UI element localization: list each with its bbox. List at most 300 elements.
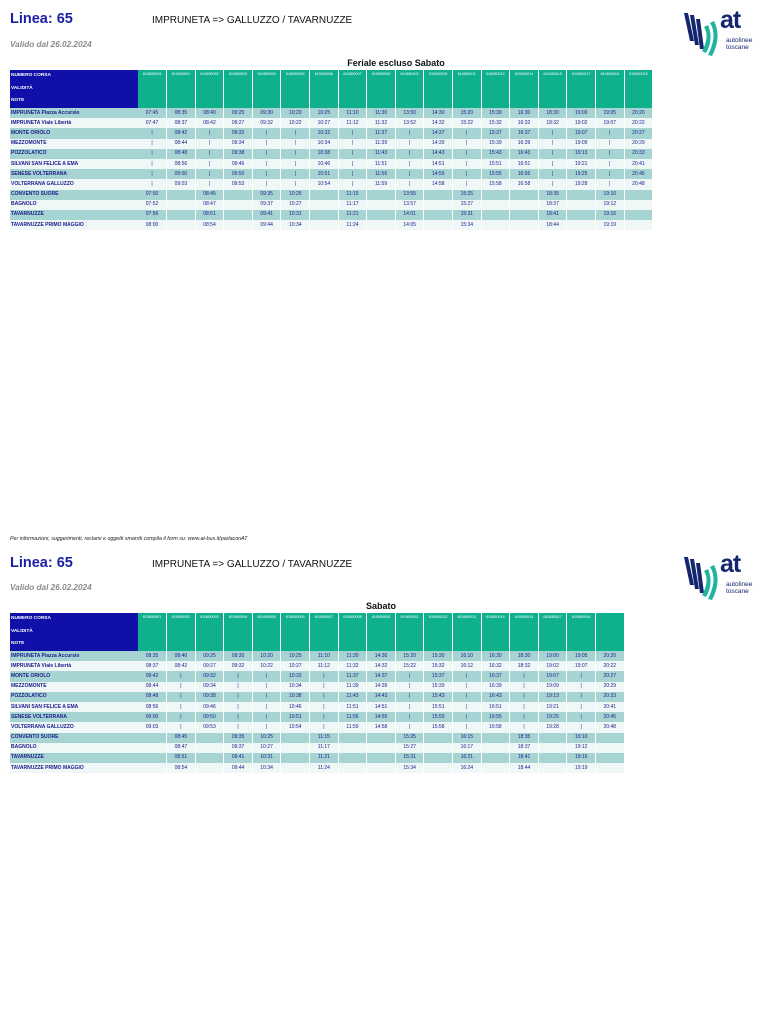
departure-time <box>624 200 653 210</box>
header-label: NOTE <box>10 638 138 651</box>
stop-name: VOLTERRANA GALLUZZO <box>10 722 138 732</box>
departure-time: 15:51 <box>481 159 510 169</box>
departure-time: 19:13 <box>538 692 567 702</box>
header-label: NUMERO CORSA <box>10 613 138 626</box>
departure-time: | <box>395 149 424 159</box>
departure-time <box>596 743 625 753</box>
departure-time: | <box>395 139 424 149</box>
departure-time: 09:53 <box>224 179 253 189</box>
departure-time: 16:43 <box>510 149 539 159</box>
departure-time: 11:15 <box>310 733 339 743</box>
table-row <box>10 661 624 671</box>
departure-time: 15:58 <box>424 722 453 732</box>
departure-time: | <box>252 682 281 692</box>
table-row <box>10 763 624 773</box>
departure-time: 07:50 <box>138 190 167 200</box>
departure-time: | <box>453 712 482 722</box>
departure-time: 15:32 <box>424 661 453 671</box>
departure-time <box>481 743 510 753</box>
departure-time: 10:22 <box>252 661 281 671</box>
departure-time: 10:34 <box>310 139 339 149</box>
footer-info: Per informazioni, suggerimenti, reclami e oggetti smarriti compila il form su: www.at-bus.it/parlaconAT <box>10 536 248 542</box>
departure-time: | <box>338 159 367 169</box>
departure-time: 19:10 <box>567 733 596 743</box>
corsa-number: 610650018 <box>596 70 625 108</box>
departure-time <box>310 190 339 200</box>
departure-time <box>538 753 567 763</box>
departure-time: 18:32 <box>510 661 539 671</box>
departure-time: | <box>338 179 367 189</box>
departure-time: 11:59 <box>367 179 396 189</box>
departure-time: | <box>281 149 310 159</box>
departure-time <box>424 753 453 763</box>
departure-time: 11:39 <box>367 139 396 149</box>
departure-time: | <box>567 702 596 712</box>
departure-time: 11:37 <box>338 671 367 681</box>
stop-name: MONTE ORIOLO <box>10 671 138 681</box>
stop-name: TAVARNUZZE <box>10 753 138 763</box>
timetable-section-sabato <box>0 544 768 1024</box>
departure-time <box>310 210 339 220</box>
departure-time: 19:07 <box>596 118 625 128</box>
departure-time: 09:38 <box>195 692 224 702</box>
departure-time: 14:55 <box>424 169 453 179</box>
departure-time: 11:30 <box>367 108 396 118</box>
departure-time: 19:12 <box>596 200 625 210</box>
departure-time: 15:20 <box>453 108 482 118</box>
departure-time: | <box>453 682 482 692</box>
departure-time: 10:54 <box>310 179 339 189</box>
departure-time: 15:31 <box>395 753 424 763</box>
logo-sub1: autolinee <box>726 37 753 44</box>
departure-time: 20:20 <box>596 651 625 661</box>
departure-time: 10:51 <box>310 169 339 179</box>
departure-time <box>481 220 510 230</box>
departure-time: | <box>252 712 281 722</box>
departure-time <box>510 200 539 210</box>
stop-name: BAGNOLO <box>10 743 138 753</box>
stop-name: SENESE VOLTERRANA <box>10 169 138 179</box>
logo-brand: at <box>720 550 741 578</box>
departure-time: | <box>395 702 424 712</box>
departure-time: 19:28 <box>538 722 567 732</box>
table-row <box>10 651 624 661</box>
valid-from: Valido dal 26.02.2024 <box>10 40 92 49</box>
corsa-number: 610650006 <box>310 70 339 108</box>
departure-time: | <box>195 128 224 138</box>
departure-time: 18:41 <box>538 210 567 220</box>
departure-time: 15:37 <box>481 128 510 138</box>
departure-time: 19:02 <box>538 661 567 671</box>
departure-time: | <box>538 149 567 159</box>
header-label: VALIDITÀ <box>10 83 138 95</box>
corsa-number <box>596 613 625 651</box>
corsa-number: 610650003 <box>224 70 253 108</box>
departure-time: | <box>167 702 196 712</box>
departure-time: 19:05 <box>596 108 625 118</box>
departure-time <box>510 190 539 200</box>
departure-time: | <box>453 169 482 179</box>
table-row <box>10 179 653 189</box>
departure-time: 08:51 <box>167 753 196 763</box>
departure-time: | <box>310 692 339 702</box>
corsa-number: 610650014 <box>510 70 539 108</box>
departure-time <box>195 763 224 773</box>
departure-time: 15:43 <box>481 149 510 159</box>
departure-time: 14:55 <box>367 712 396 722</box>
departure-time: | <box>453 179 482 189</box>
departure-time: 19:21 <box>538 702 567 712</box>
departure-time: 09:41 <box>224 753 253 763</box>
departure-time: 15:31 <box>453 210 482 220</box>
corsa-number: 610650011 <box>453 70 482 108</box>
departure-time <box>281 753 310 763</box>
departure-time: 19:07 <box>567 128 596 138</box>
corsa-number: 610650016 <box>624 70 653 108</box>
departure-time <box>424 210 453 220</box>
departure-time: 15:34 <box>453 220 482 230</box>
departure-time: 10:51 <box>281 712 310 722</box>
departure-time: 20:29 <box>624 139 653 149</box>
departure-time: 10:20 <box>281 108 310 118</box>
departure-time: 19:28 <box>567 179 596 189</box>
departure-time: | <box>252 179 281 189</box>
departure-time: 18:44 <box>510 763 539 773</box>
departure-time: 10:31 <box>281 210 310 220</box>
departure-time: 20:48 <box>596 722 625 732</box>
table-row <box>10 702 624 712</box>
at-logo-icon <box>680 555 720 601</box>
departure-time <box>338 733 367 743</box>
departure-time: 14:43 <box>424 149 453 159</box>
departure-time: 10:38 <box>310 149 339 159</box>
departure-time: 08:00 <box>138 220 167 230</box>
table-row <box>10 149 653 159</box>
departure-time <box>338 763 367 773</box>
departure-time: 09:32 <box>252 118 281 128</box>
corsa-number: 610650039 <box>138 70 167 108</box>
departure-time: 11:30 <box>338 651 367 661</box>
departure-time: | <box>338 128 367 138</box>
stop-name: POZZOLATICO <box>10 692 138 702</box>
departure-time: | <box>538 128 567 138</box>
departure-time: 16:39 <box>510 139 539 149</box>
table-row <box>10 159 653 169</box>
logo-sub2: toscane <box>726 588 749 595</box>
departure-time: 08:42 <box>138 671 167 681</box>
departure-time <box>224 220 253 230</box>
departure-time: 09:37 <box>252 200 281 210</box>
departure-time: | <box>567 682 596 692</box>
table-row <box>10 753 624 763</box>
departure-time: 15:20 <box>395 651 424 661</box>
departure-time <box>138 743 167 753</box>
departure-time: | <box>167 692 196 702</box>
departure-time <box>138 733 167 743</box>
departure-time: 09:38 <box>224 149 253 159</box>
departure-time: 20:22 <box>596 661 625 671</box>
departure-time: 09:50 <box>195 712 224 722</box>
departure-time: 19:00 <box>538 651 567 661</box>
stop-name: POZZOLATICO <box>10 149 138 159</box>
departure-time: 19:13 <box>567 149 596 159</box>
departure-time: | <box>138 128 167 138</box>
departure-time <box>424 743 453 753</box>
departure-time: | <box>453 149 482 159</box>
table-title: Feriale escluso Sabato <box>347 58 445 68</box>
table-row <box>10 692 624 702</box>
departure-time: 15:37 <box>424 671 453 681</box>
departure-time: 18:37 <box>510 743 539 753</box>
corsa-number: 610650001 <box>138 613 167 651</box>
departure-time <box>424 733 453 743</box>
departure-time: 11:56 <box>338 712 367 722</box>
corsa-number: 610650002 <box>167 613 196 651</box>
departure-time: | <box>195 169 224 179</box>
stop-name: CONVENTO SUORE <box>10 733 138 743</box>
departure-time: 16:55 <box>510 169 539 179</box>
departure-time: 14:37 <box>424 128 453 138</box>
departure-time: 11:12 <box>338 118 367 128</box>
departure-time: 16:24 <box>453 763 482 773</box>
departure-time: 07:56 <box>138 210 167 220</box>
logo-brand: at <box>720 6 741 34</box>
departure-time: 10:25 <box>281 190 310 200</box>
departure-time: 19:19 <box>567 763 596 773</box>
departure-time: 09:53 <box>195 722 224 732</box>
stop-name: TAVARNUZZE <box>10 210 138 220</box>
departure-time: 11:37 <box>367 128 396 138</box>
corsa-number: 610650005 <box>252 613 281 651</box>
stop-name: IMPRUNETA Piazza Accursio <box>10 108 138 118</box>
departure-time: 08:37 <box>167 118 196 128</box>
departure-time: | <box>252 671 281 681</box>
departure-time: 09:32 <box>195 671 224 681</box>
departure-time: | <box>195 159 224 169</box>
departure-time: 18:30 <box>538 108 567 118</box>
departure-time: 18:32 <box>538 118 567 128</box>
departure-time: 09:00 <box>167 169 196 179</box>
corsa-number: 610650011 <box>395 613 424 651</box>
departure-time: 10:46 <box>281 702 310 712</box>
departure-time: 15:51 <box>424 702 453 712</box>
departure-time: 08:47 <box>195 200 224 210</box>
departure-time <box>224 200 253 210</box>
stop-name: IMPRUNETA Viale Libertà <box>10 661 138 671</box>
departure-time: 19:07 <box>567 661 596 671</box>
stop-name: MONTE ORIOLO <box>10 128 138 138</box>
departure-time: | <box>252 722 281 732</box>
departure-time <box>281 743 310 753</box>
departure-time <box>224 210 253 220</box>
departure-time <box>481 733 510 743</box>
departure-time: | <box>395 671 424 681</box>
departure-time <box>167 190 196 200</box>
departure-time: | <box>453 128 482 138</box>
corsa-number: 610650004 <box>252 70 281 108</box>
departure-time: | <box>338 139 367 149</box>
departure-time: 14:51 <box>424 159 453 169</box>
departure-time: 15:39 <box>481 139 510 149</box>
departure-time: 10:27 <box>281 661 310 671</box>
departure-time: 20:41 <box>596 702 625 712</box>
departure-time: 15:27 <box>395 743 424 753</box>
departure-time: 07:45 <box>138 108 167 118</box>
departure-time <box>167 200 196 210</box>
corsa-number: 610650017 <box>567 70 596 108</box>
departure-time: 08:42 <box>167 128 196 138</box>
departure-time: | <box>310 682 339 692</box>
departure-time: | <box>167 712 196 722</box>
departure-time: | <box>252 702 281 712</box>
departure-time: | <box>538 169 567 179</box>
corsa-number: 610650009 <box>424 70 453 108</box>
departure-time: | <box>596 139 625 149</box>
departure-time <box>195 753 224 763</box>
departure-time: 19:16 <box>596 210 625 220</box>
departure-time: 19:19 <box>596 220 625 230</box>
stop-name: SILVANI SAN FELICE A EMA <box>10 159 138 169</box>
departure-time: 20:41 <box>624 159 653 169</box>
departure-time: 19:25 <box>538 712 567 722</box>
departure-time: 16:43 <box>481 692 510 702</box>
stop-name: VOLTERRANA GALLUZZO <box>10 179 138 189</box>
departure-time <box>510 210 539 220</box>
departure-time: | <box>453 139 482 149</box>
departure-time: 14:58 <box>424 179 453 189</box>
departure-time: | <box>167 682 196 692</box>
departure-time: 10:22 <box>281 118 310 128</box>
departure-time: | <box>395 722 424 732</box>
departure-time: | <box>281 139 310 149</box>
departure-time: 10:27 <box>252 743 281 753</box>
departure-time: 14:05 <box>395 220 424 230</box>
departure-time: 09:35 <box>224 733 253 743</box>
departure-time: 14:43 <box>367 692 396 702</box>
departure-time: 14:01 <box>395 210 424 220</box>
departure-time: 11:51 <box>338 702 367 712</box>
departure-time <box>624 190 653 200</box>
departure-time: | <box>510 671 539 681</box>
departure-time: | <box>596 179 625 189</box>
departure-time: | <box>453 692 482 702</box>
departure-time: 15:22 <box>395 661 424 671</box>
departure-time: 16:51 <box>481 702 510 712</box>
table-row <box>10 190 653 200</box>
table-row <box>10 722 624 732</box>
departure-time: 16:10 <box>453 651 482 661</box>
departure-time: | <box>195 179 224 189</box>
departure-time <box>138 753 167 763</box>
departure-time <box>596 763 625 773</box>
departure-time: 15:55 <box>481 169 510 179</box>
departure-time: 14:58 <box>367 722 396 732</box>
departure-time: 18:35 <box>538 190 567 200</box>
departure-time <box>538 743 567 753</box>
departure-time: 09:32 <box>224 128 253 138</box>
table-row <box>10 128 653 138</box>
departure-time: 19:12 <box>567 743 596 753</box>
departure-time: 15:32 <box>481 118 510 128</box>
departure-time <box>538 763 567 773</box>
departure-time: 19:09 <box>567 139 596 149</box>
departure-time <box>538 733 567 743</box>
departure-time: 11:24 <box>338 220 367 230</box>
departure-time: 15:30 <box>424 651 453 661</box>
departure-time: 15:27 <box>453 200 482 210</box>
header-row <box>10 70 653 83</box>
departure-time: 13:50 <box>395 108 424 118</box>
departure-time: 09:35 <box>252 190 281 200</box>
departure-time: 10:34 <box>281 220 310 230</box>
corsa-number: 610650013 <box>453 613 482 651</box>
stop-name: MEZZOMONTE <box>10 682 138 692</box>
departure-time: | <box>252 128 281 138</box>
departure-time: 09:30 <box>252 108 281 118</box>
departure-time: 08:56 <box>138 702 167 712</box>
corsa-number: 610650015 <box>538 70 567 108</box>
departure-time: 09:34 <box>195 682 224 692</box>
departure-time: 08:56 <box>167 159 196 169</box>
departure-time: 20:33 <box>624 149 653 159</box>
departure-time: 14:51 <box>367 702 396 712</box>
departure-time: 19:02 <box>567 118 596 128</box>
corsa-number: 610650014 <box>481 613 510 651</box>
departure-time: 08:42 <box>195 118 224 128</box>
departure-time <box>195 743 224 753</box>
corsa-number: 610650004 <box>224 613 253 651</box>
departure-time: | <box>596 159 625 169</box>
departure-time: 16:39 <box>481 682 510 692</box>
departure-time: 15:25 <box>395 733 424 743</box>
departure-time: 20:20 <box>624 108 653 118</box>
table-row <box>10 118 653 128</box>
departure-time: 10:31 <box>252 753 281 763</box>
departure-time: | <box>338 169 367 179</box>
departure-time: | <box>281 128 310 138</box>
departure-time: | <box>453 702 482 712</box>
stop-name: CONVENTO SUORE <box>10 190 138 200</box>
stop-name: IMPRUNETA Viale Libertà <box>10 118 138 128</box>
departure-time: 10:25 <box>310 108 339 118</box>
departure-time: 08:54 <box>195 220 224 230</box>
departure-time: | <box>138 149 167 159</box>
departure-time: 19:21 <box>567 159 596 169</box>
departure-time <box>367 200 396 210</box>
departure-time: | <box>567 722 596 732</box>
departure-time: | <box>510 702 539 712</box>
departure-time: | <box>453 722 482 732</box>
departure-time: | <box>195 149 224 159</box>
departure-time: 11:43 <box>367 149 396 159</box>
departure-time: | <box>138 169 167 179</box>
departure-time: | <box>338 149 367 159</box>
departure-time: | <box>596 128 625 138</box>
departure-time: | <box>567 671 596 681</box>
departure-time: 10:34 <box>281 682 310 692</box>
stop-name: TAVARNUZZE PRIMO MAGGIO <box>10 220 138 230</box>
departure-time <box>310 200 339 210</box>
departure-time: | <box>567 712 596 722</box>
departure-time: 15:25 <box>453 190 482 200</box>
departure-time: 15:58 <box>481 179 510 189</box>
table-title: Sabato <box>365 601 396 611</box>
departure-time: | <box>310 671 339 681</box>
departure-time: 19:07 <box>538 671 567 681</box>
departure-time: 09:46 <box>224 159 253 169</box>
corsa-number: 610650005 <box>281 70 310 108</box>
departure-time: 13:52 <box>395 118 424 128</box>
